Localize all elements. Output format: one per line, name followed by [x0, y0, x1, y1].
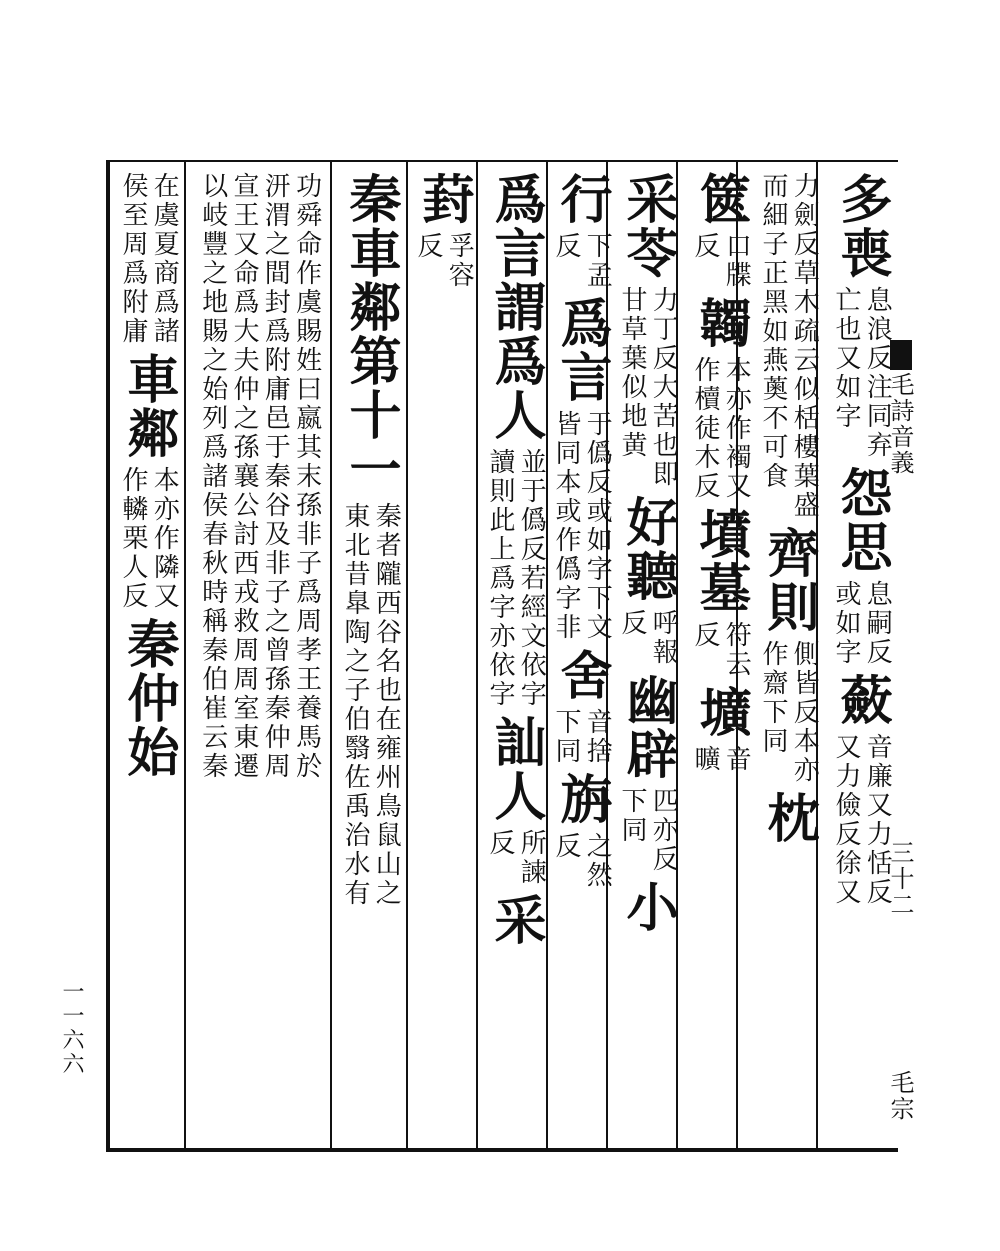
annotation-line: 侯至周爲附庸 — [118, 172, 148, 346]
annotation-line: 以岐豐之地賜之始列爲諸侯春秋時稱秦伯崔云秦 — [197, 172, 228, 781]
annotation-line: 汧渭之間封爲附庸邑于秦谷及非子之曾孫秦仲周 — [260, 172, 291, 781]
annotation — [486, 829, 545, 887]
annotation-line: 曠 — [690, 745, 720, 774]
annotation — [552, 708, 611, 766]
annotation-line: 反 — [551, 832, 581, 861]
annotation-line: 東北昔臯陶之子伯翳佐禹治水有 — [340, 502, 370, 908]
column-rule — [406, 162, 408, 1150]
annotation — [618, 787, 677, 874]
annotation — [691, 745, 750, 774]
annotation-line: 息嗣反 — [862, 580, 893, 667]
headword: 好聽 — [617, 495, 678, 603]
text-column-4 — [612, 172, 682, 1142]
text-column-6 — [480, 172, 550, 1142]
annotation — [618, 609, 677, 667]
annotation-line: 功舜命作虞賜姓曰嬴其末孫非子爲周孝王養馬於 — [291, 172, 322, 781]
annotation-line: 亡也又如字 — [831, 286, 861, 431]
annotation-line: 反 — [690, 232, 720, 261]
headword: 枕 — [758, 791, 819, 845]
annotation — [759, 172, 818, 520]
annotation-line: 側皆反本亦 — [789, 640, 820, 785]
annotation-line: 宣王又命爲大夫仲之孫襄公討西戎救周周室東遷 — [229, 172, 259, 781]
annotation-line: 本亦作隣又 — [149, 466, 180, 611]
headword: 多喪 — [831, 172, 892, 280]
headword: 齊則 — [758, 526, 819, 634]
annotation-line: 匹亦反 — [648, 787, 679, 874]
headword: 壙 — [690, 685, 751, 739]
text-column-2 — [748, 172, 828, 1142]
annotation-line: 反 — [617, 609, 647, 638]
text-column-7 — [410, 172, 476, 1142]
annotation-line: 口牒 — [721, 232, 752, 290]
annotation — [832, 286, 891, 460]
column-rule — [184, 162, 186, 1150]
headword: 行 — [551, 172, 612, 226]
headword: 爲言 — [551, 296, 612, 404]
annotation — [618, 286, 677, 489]
annotation-line: 反 — [690, 621, 720, 650]
annotation — [552, 410, 611, 642]
headword: 怨思 — [831, 466, 892, 574]
headword: 采苓 — [617, 172, 678, 280]
headword: 車鄰 — [118, 352, 179, 460]
annotation-line: 作櫝徒木反 — [690, 356, 720, 501]
annotation — [414, 232, 473, 290]
headword: 小 — [617, 880, 678, 934]
annotation — [341, 502, 400, 908]
column-rule — [476, 162, 478, 1150]
headword: 幽辟 — [617, 673, 678, 781]
annotation-line: 本亦作襡又 — [721, 356, 752, 501]
annotation-line: 在虞夏商爲諸 — [149, 172, 180, 346]
annotation-line: 呼報 — [648, 609, 679, 667]
annotation-line: 音捨 — [582, 708, 612, 766]
headword: 秦車鄰第十一 — [340, 172, 401, 496]
annotation-line: 息浪反注同弃 — [862, 286, 893, 460]
edge-bottom: 毛宗 — [886, 1070, 914, 1122]
headword: 旃 — [551, 772, 612, 826]
edge-title: 毛詩音義 — [886, 372, 914, 476]
annotation-line: 下同 — [617, 787, 647, 845]
annotation-line: 又力儉反徐又 — [831, 733, 861, 907]
annotation-line: 音 — [721, 745, 752, 774]
headword: 舍 — [551, 648, 612, 702]
annotation — [197, 172, 322, 781]
annotation-line: 音廉又力恬反 — [862, 733, 893, 907]
annotation — [486, 448, 545, 709]
text-column-5 — [550, 172, 612, 1142]
headword: 篋 — [690, 172, 751, 226]
annotation-line: 而細子正黑如燕薁不可食 — [758, 172, 788, 491]
text-column-10 — [112, 172, 184, 1142]
annotation — [759, 640, 818, 785]
headword: 秦仲始 — [118, 617, 179, 779]
annotation — [691, 232, 750, 290]
headword: 爲言謂爲人 — [485, 172, 546, 442]
annotation-line: 作轔栗人反 — [118, 466, 148, 611]
text-column-8 — [334, 172, 406, 1142]
annotation-line: 所諫 — [516, 829, 547, 887]
annotation — [832, 733, 891, 907]
annotation-line: 下孟 — [582, 232, 612, 290]
annotation-line: 反 — [413, 232, 443, 261]
annotation-line: 作齋下同 — [758, 640, 788, 756]
text-column-1 — [826, 172, 896, 1142]
annotation-line: 或如字 — [831, 580, 861, 667]
headword: 蘞 — [831, 673, 892, 727]
page-number: 一一六六 — [59, 980, 84, 1076]
annotation-line: 讀則此上爲字亦依字 — [485, 448, 515, 709]
column-rule — [330, 162, 332, 1150]
annotation-line: 下同 — [551, 708, 581, 766]
text-column-3 — [682, 172, 758, 1142]
annotation — [119, 172, 178, 346]
annotation-line: 力丁反大苦也即 — [648, 286, 679, 489]
annotation — [119, 466, 178, 611]
headword: 訕人 — [485, 715, 546, 823]
annotation — [552, 232, 611, 290]
headword: 墳墓 — [690, 507, 751, 615]
headword: 葑 — [413, 172, 474, 226]
annotation-line: 符云 — [721, 621, 752, 679]
annotation — [691, 356, 750, 501]
annotation — [691, 621, 750, 679]
annotation — [832, 580, 891, 667]
annotation — [552, 832, 611, 890]
annotation-line: 孚容 — [444, 232, 475, 290]
annotation-line: 反 — [485, 829, 515, 858]
annotation-line: 甘草葉似地黄 — [617, 286, 647, 460]
annotation-line: 反 — [551, 232, 581, 261]
annotation-line: 力劍反草木疏云似栝樓葉盛 — [789, 172, 820, 520]
edge-folio: 三十二 — [886, 840, 914, 918]
annotation-line: 于僞反或如字下文 — [582, 410, 612, 642]
annotation-line: 皆同本或作僞字非 — [551, 410, 581, 642]
headword: 韣 — [690, 296, 751, 350]
text-column-9 — [188, 172, 330, 1142]
annotation-line: 之然 — [582, 832, 612, 890]
annotation-line: 並于僞反若經文依字 — [516, 448, 547, 709]
annotation-line: 秦者隴西谷名也在雍州鳥鼠山之 — [371, 502, 402, 908]
headword: 采 — [485, 893, 546, 947]
